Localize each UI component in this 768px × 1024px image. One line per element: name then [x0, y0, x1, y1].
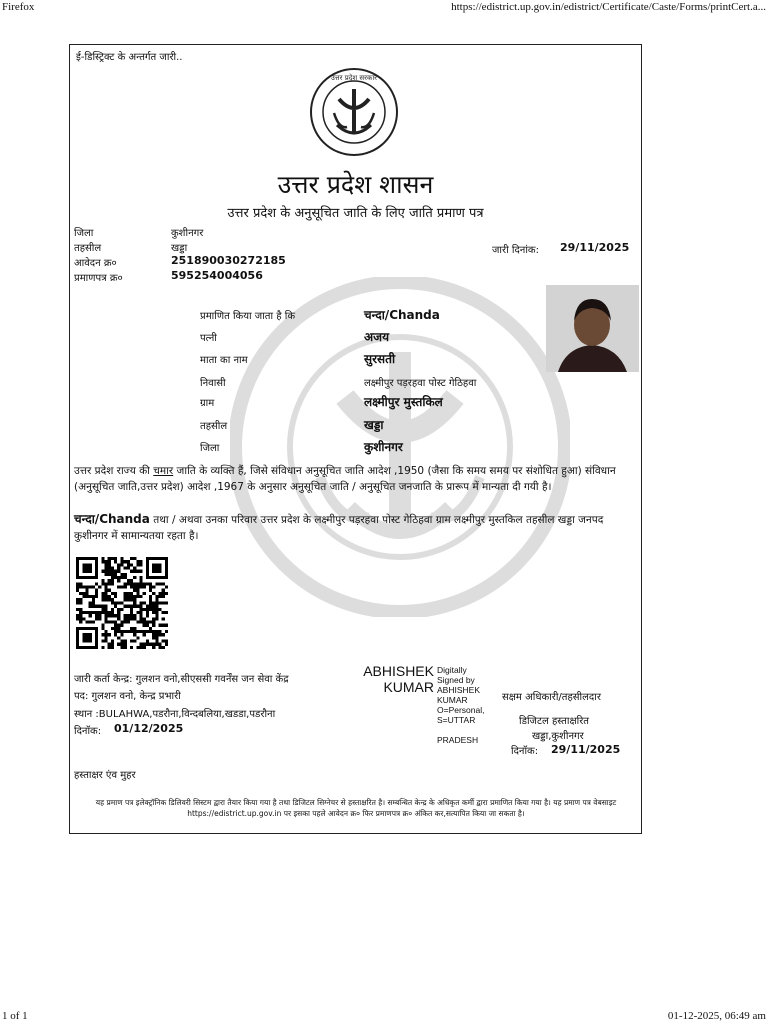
up-government-seal [307, 67, 401, 157]
browser-app-name: Firefox [2, 1, 35, 13]
caste-certificate [69, 44, 642, 834]
issuer-date-label: दिनॉक: [74, 726, 102, 737]
signer-name-line: KUMAR [383, 679, 434, 695]
browser-url: https://edistrict.up.gov.in/edistrict/Certificate/Caste/Forms/printCert.a... [451, 1, 766, 13]
paragraph-text: उत्तर प्रदेश राज्य की [74, 465, 154, 477]
district-value: कुशीनगर [171, 228, 204, 239]
field-label: निवासी [200, 378, 226, 389]
issue-date-value: 29/11/2025 [560, 241, 630, 254]
tehsil-value: खड्डा [171, 243, 188, 254]
page-count: 1 of 1 [2, 1010, 28, 1022]
browser-print-header [0, 0, 768, 16]
signature-detail-line: ABHISHEK [437, 685, 480, 695]
district-label: जिला [74, 228, 94, 239]
authority-location: खड्डा,कुशीनगर [532, 731, 584, 742]
browser-print-footer [0, 1008, 768, 1024]
certification-paragraph [74, 463, 640, 495]
issuing-center: जारी कर्ता केन्द्र: गुलशन वनो,सीएससी गवर्नेंस जन सेवा केंद्र [74, 674, 289, 685]
authority-date-value: 29/11/2025 [551, 743, 621, 756]
digitally-signed-text: डिजिटल हस्ताक्षरित [519, 716, 589, 727]
authority-designation: सक्षम अधिकारी/तहसीलदार [502, 692, 601, 703]
residence-paragraph [74, 511, 640, 544]
field-label: पत्नी [200, 333, 217, 344]
field-label: जिला [200, 443, 220, 454]
print-timestamp: 01-12-2025, 06:49 am [667, 1010, 766, 1022]
digital-signature-name [356, 663, 434, 695]
certificate-subtitle: उत्तर प्रदेश के अनुसूचित जाति के लिए जाति प्रमाण पत्र [227, 206, 484, 221]
village-value: लक्ष्मीपुर मुस्तकिल [364, 395, 443, 409]
tehsil-label: तहसील [74, 243, 102, 254]
applicant-photo [546, 285, 639, 372]
caste-name: चमार [153, 465, 174, 477]
signature-detail-line: Digitally [437, 665, 467, 675]
tehsil-value-detail: खड्डा [364, 418, 384, 432]
issuer-place: स्थान :BULAHWA,पडरौना,विन्दबलिया,खडडा,पडरौना [74, 709, 276, 720]
certificate-number: 595254004056 [171, 269, 263, 282]
husband-name: अजय [364, 330, 390, 344]
digital-signature-details [437, 665, 485, 745]
paragraph-text: जाति के व्यक्ति हैं, जिसे संविधान अनुसूचित जाति आदेश ,1950 (जैसा कि समय समय पर संशोधित हुआ) संविधान (अनुसूचित जाति,उत्तर प्रदेश) आदेश ,1967 के अनुसार अनुसूचित जाति / अनुसूचित जनजाति के प्रारूप में मान्यता दी गयी है। [74, 465, 616, 493]
qr-code[interactable] [74, 557, 170, 649]
issuer-date-value: 01/12/2025 [114, 722, 184, 735]
issuer-post: पद: गुलशन वनो, केन्द्र प्रभारी [74, 691, 181, 702]
issued-under-text: ई-डिस्ट्रिक्ट के अन्तर्गत जारी.. [76, 52, 183, 63]
application-label: आवेदन क्र० [74, 258, 117, 269]
signer-name-line: ABHISHEK [363, 663, 434, 679]
signature-detail-line: KUMAR [437, 695, 468, 705]
authority-date-label: दिनॉक: [511, 746, 539, 757]
certificate-title: उत्तर प्रदेश शासन [277, 170, 434, 199]
residence-value: लक्ष्मीपुर पड़रहवा पोस्ट गेठिहवा [364, 378, 477, 389]
certificate-number-label: प्रमाणपत्र क्र० [74, 273, 123, 284]
signature-detail-line: Signed by [437, 675, 475, 685]
signature-detail-line: O=Personal, [437, 705, 485, 715]
field-label: प्रमाणित किया जाता है कि [200, 311, 296, 322]
issue-date-label: जारी दिनांक: [492, 245, 539, 256]
applicant-name: चन्दा/Chanda [364, 308, 440, 322]
signature-detail-line: PRADESH [437, 735, 479, 745]
signature-detail-line [437, 725, 485, 735]
signature-detail-line: S=UTTAR [437, 715, 476, 725]
seal-text: उत्तर प्रदेश सरकार [330, 74, 378, 82]
field-label: माता का नाम [200, 355, 248, 366]
application-number: 251890030272185 [171, 254, 286, 267]
mother-name: सुरसती [364, 352, 396, 366]
signature-seal-label: हस्ताक्षर एंव मुहर [74, 770, 136, 781]
footnote: यह प्रमाण पत्र इलेक्ट्रॉनिक डिलिवरी सिस्टम द्वारा तैयार किया गया है तथा डिजिटल सिग्नेचर से हस्ताक्षरित है। सम्बन्धित केन्द्र के अधिकृत कर्मी द्वारा प्रमाणित किया गया है। यह प्रमाण पत्र वेबसाइट https://edistrict.up.gov.in पर इसका पहले आवेदन क्र० फिर प्रमाणपत्र क्र० अंकित कर,सत्यापित किया जा सकता है। [95, 798, 617, 818]
field-label: ग्राम [200, 398, 215, 409]
paragraph-applicant-name: चन्दा/Chanda [74, 512, 150, 526]
paragraph-text: तथा / अथवा उनका परिवार उत्तर प्रदेश के लक्ष्मीपुर पड़रहवा पोस्ट गेठिहवा ग्राम लक्ष्मीपुर मुस्तकिल तहसील खड्डा जनपद कुशीनगर में सामान्यतया रहता है। [74, 514, 604, 542]
district-value-detail: कुशीनगर [364, 440, 403, 454]
field-label: तहसील [200, 421, 228, 432]
